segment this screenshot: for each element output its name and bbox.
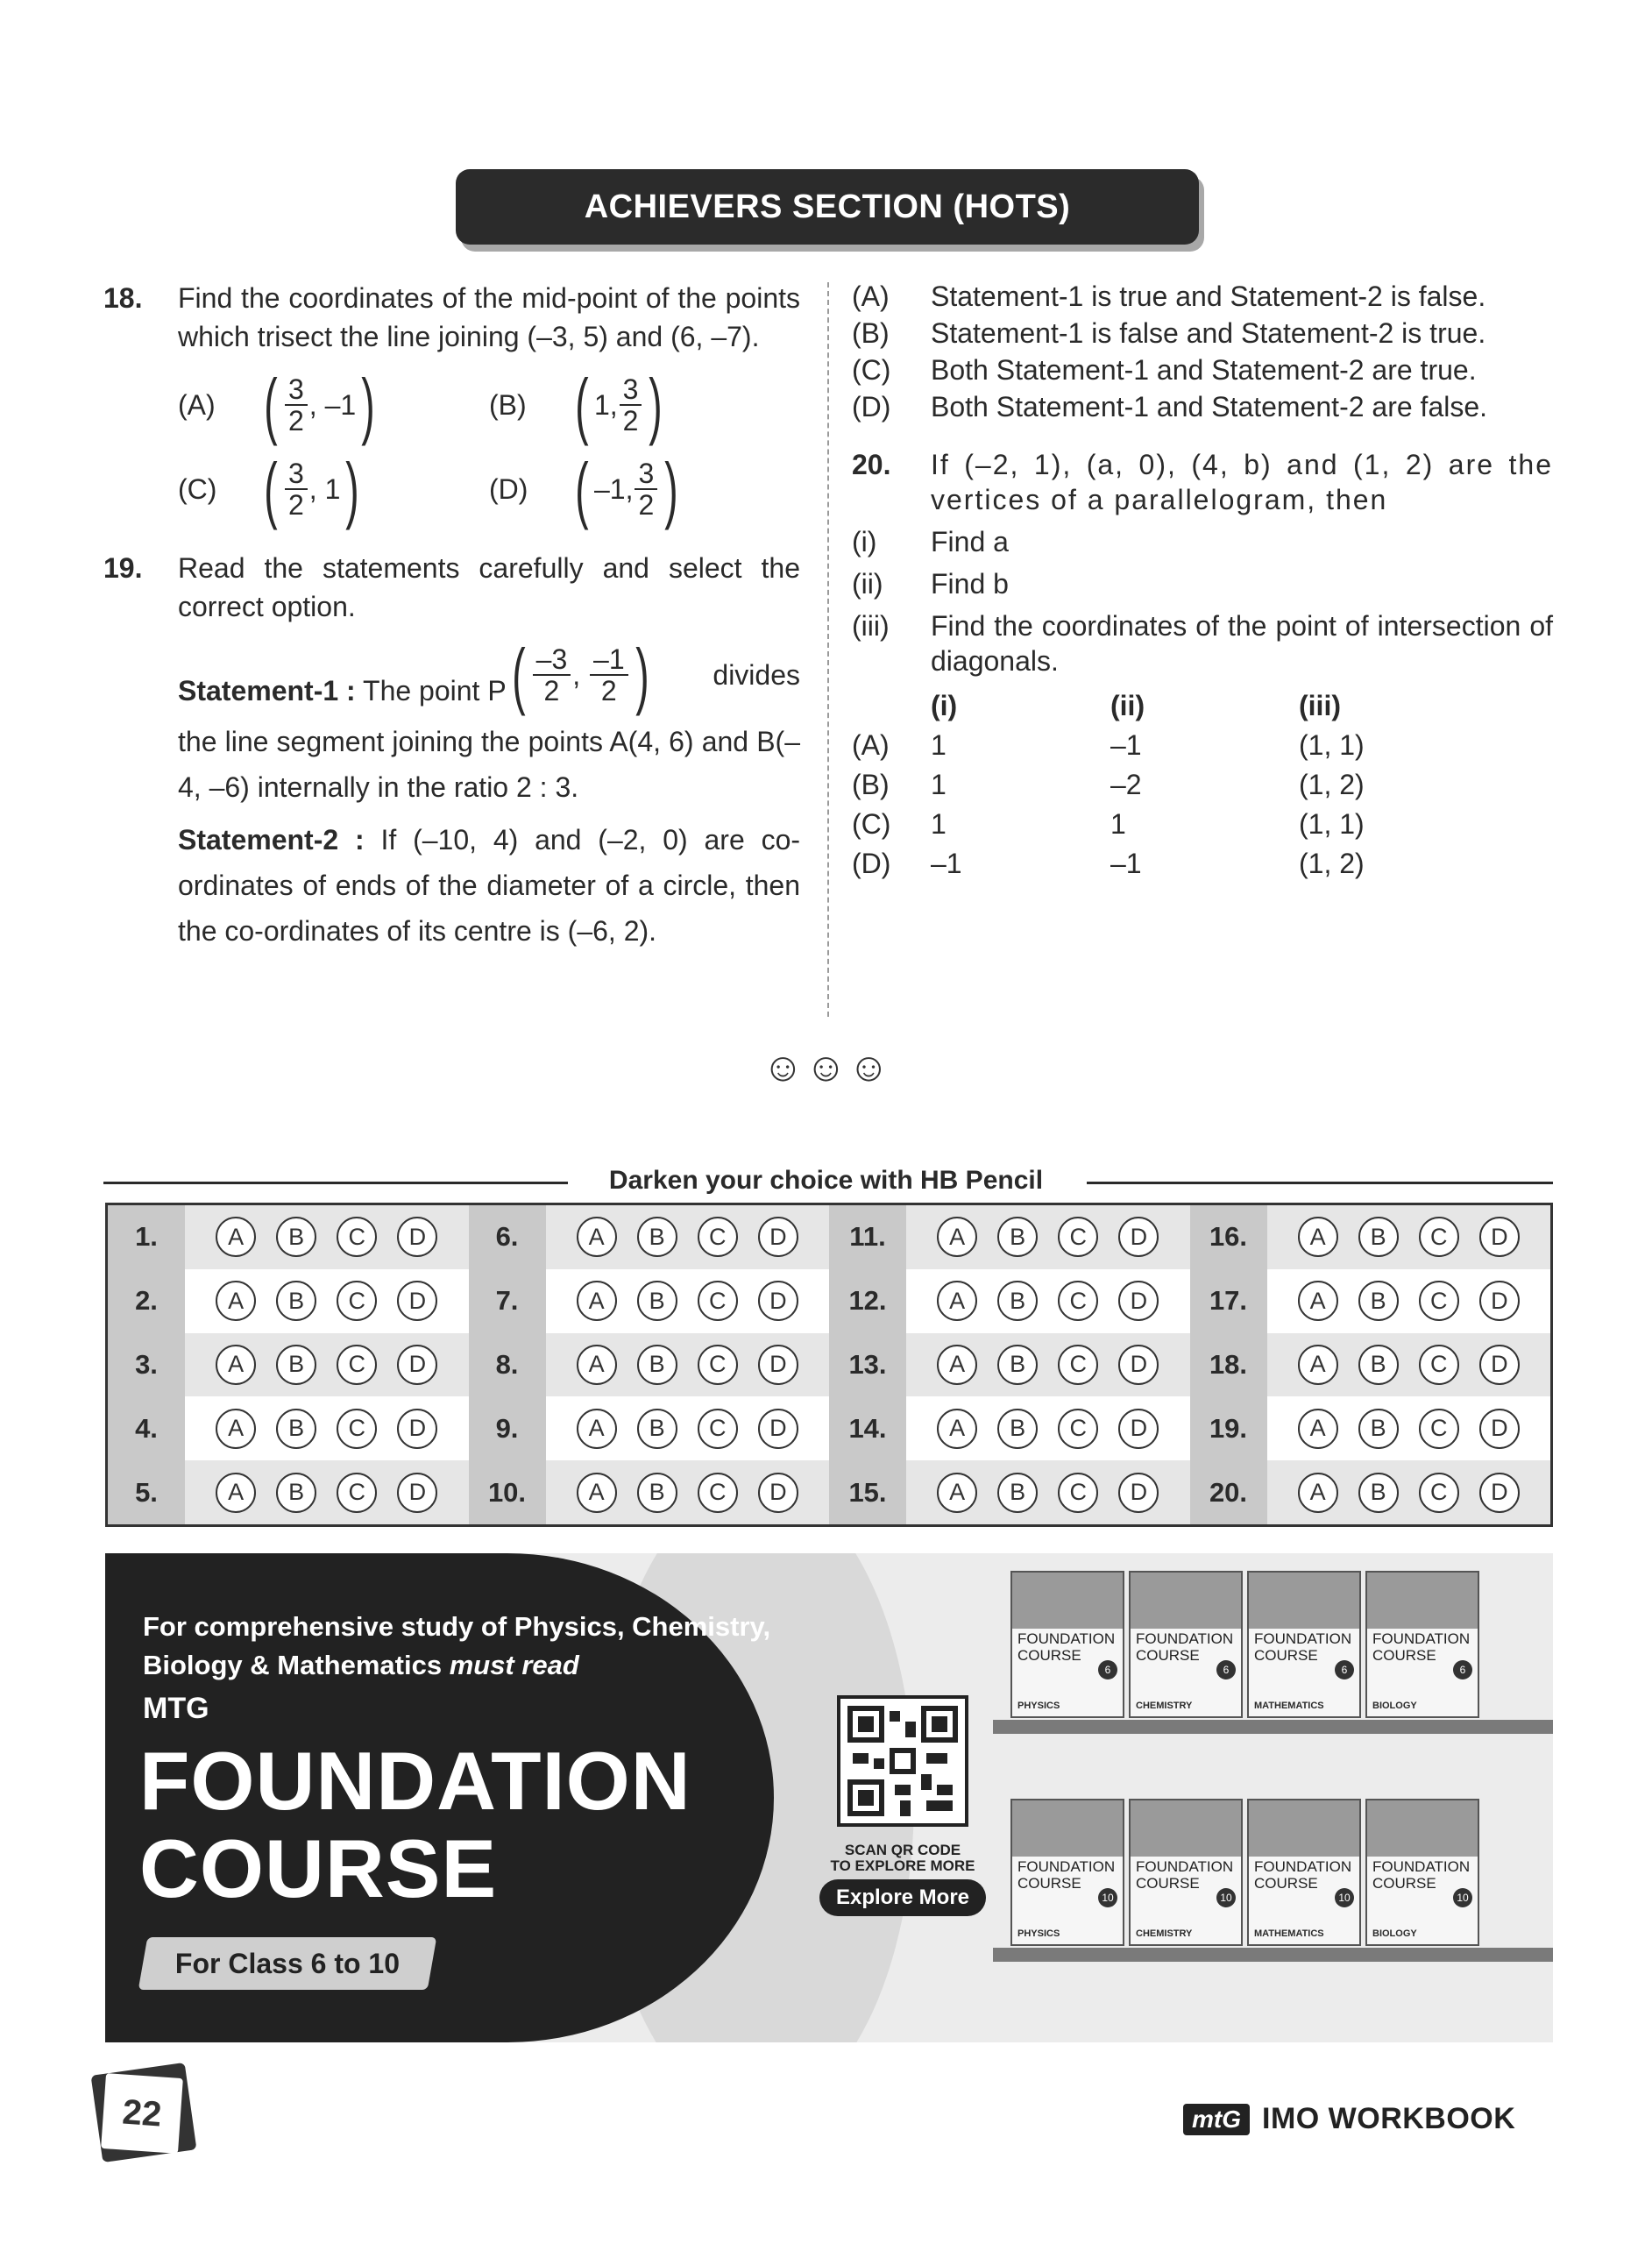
omr-bubble[interactable]: A bbox=[1298, 1345, 1338, 1385]
omr-row bbox=[469, 1396, 830, 1460]
omr-bubble[interactable]: D bbox=[758, 1409, 798, 1449]
omr-row bbox=[108, 1396, 469, 1460]
omr-bubble[interactable]: A bbox=[1298, 1473, 1338, 1513]
option-label: (B) bbox=[489, 389, 527, 421]
statement-1-line: Statement-1 : The point P ( $\frac{-3}{2}$ , $\frac{-1}{2}$ ) divides bbox=[178, 634, 800, 716]
statement-2-title: Statement-2 : bbox=[178, 824, 365, 856]
omr-bubble[interactable]: D bbox=[397, 1345, 437, 1385]
omr-bubble-group bbox=[1267, 1460, 1551, 1524]
omr-bubble[interactable]: A bbox=[216, 1217, 256, 1257]
omr-row bbox=[108, 1460, 469, 1524]
book-cover bbox=[1247, 1571, 1361, 1718]
class-badge: 6 bbox=[1216, 1660, 1236, 1679]
option-row bbox=[178, 356, 800, 454]
question-number: 18. bbox=[103, 282, 143, 314]
omr-row bbox=[1190, 1269, 1551, 1333]
omr-bubble[interactable]: B bbox=[1358, 1281, 1399, 1321]
omr-bubble[interactable]: B bbox=[997, 1281, 1038, 1321]
omr-row bbox=[1190, 1460, 1551, 1524]
omr-row bbox=[829, 1205, 1190, 1269]
fraction: $\frac{3}{2}$ bbox=[620, 374, 642, 436]
omr-bubble-group bbox=[546, 1269, 830, 1333]
omr-bubble[interactable]: A bbox=[1298, 1409, 1338, 1449]
omr-question-number: 7. bbox=[469, 1269, 546, 1333]
omr-bubble[interactable]: C bbox=[698, 1345, 738, 1385]
omr-question-number: 1. bbox=[108, 1205, 185, 1269]
option-text: Both Statement-1 and Statement-2 are true. bbox=[931, 354, 1477, 386]
omr-bubble[interactable]: D bbox=[758, 1473, 798, 1513]
omr-bubble[interactable]: B bbox=[637, 1473, 677, 1513]
omr-bubble[interactable]: B bbox=[1358, 1473, 1399, 1513]
omr-question-number: 6. bbox=[469, 1205, 546, 1269]
book-title: FOUNDATION COURSE bbox=[1136, 1630, 1234, 1664]
omr-bubble-group bbox=[1267, 1333, 1551, 1397]
omr-row bbox=[829, 1396, 1190, 1460]
book-cover-art bbox=[1249, 1573, 1359, 1629]
class-badge: 10 bbox=[1335, 1888, 1354, 1907]
book-title: FOUNDATION COURSE bbox=[1017, 1858, 1116, 1892]
question-number: 20. bbox=[852, 449, 891, 480]
option-text: Statement-1 is false and Statement-2 is true. bbox=[931, 317, 1486, 349]
option-label: (D) bbox=[489, 473, 528, 505]
option-label: (A) bbox=[178, 389, 216, 421]
omr-bubble[interactable]: B bbox=[1358, 1409, 1399, 1449]
option-pre: 1, bbox=[593, 389, 618, 421]
omr-bubble[interactable]: B bbox=[997, 1409, 1038, 1449]
question-number: 19. bbox=[103, 552, 143, 584]
omr-bubble[interactable]: C bbox=[698, 1281, 738, 1321]
omr-bubble[interactable]: C bbox=[1419, 1473, 1459, 1513]
omr-bubble[interactable]: A bbox=[937, 1409, 977, 1449]
omr-bubble-group bbox=[185, 1460, 469, 1524]
option-row bbox=[178, 445, 800, 533]
omr-bubble[interactable]: D bbox=[397, 1409, 437, 1449]
question-text: If (–2, 1), (a, 0), (4, b) and (1, 2) are the vertices of a parallelogram, then bbox=[931, 449, 1553, 515]
omr-question-number: 9. bbox=[469, 1396, 546, 1460]
explore-more-button[interactable]: Explore More bbox=[819, 1879, 986, 1916]
omr-bubble[interactable]: D bbox=[397, 1473, 437, 1513]
book-title: FOUNDATION COURSE bbox=[1136, 1858, 1234, 1892]
book-subject: PHYSICS bbox=[1017, 1701, 1060, 1711]
statement-1-suffix: divides bbox=[713, 659, 800, 691]
omr-bubble[interactable]: D bbox=[1118, 1281, 1159, 1321]
omr-bubble[interactable]: C bbox=[337, 1473, 377, 1513]
omr-question-number: 2. bbox=[108, 1269, 185, 1333]
q20-sub-iii: (iii) Find the coordinates of the point of intersection of diagonals. bbox=[852, 610, 1553, 677]
omr-bubble[interactable]: A bbox=[937, 1473, 977, 1513]
omr-bubble[interactable]: A bbox=[937, 1281, 977, 1321]
omr-bubble[interactable]: A bbox=[216, 1281, 256, 1321]
omr-bubble[interactable]: D bbox=[1479, 1281, 1520, 1321]
book-cover bbox=[1010, 1799, 1124, 1946]
question-text: Read the statements carefully and select the correct option. bbox=[178, 552, 800, 622]
class-badge: 6 bbox=[1098, 1660, 1117, 1679]
book-cover bbox=[1129, 1571, 1243, 1718]
omr-bubble[interactable]: A bbox=[577, 1217, 617, 1257]
book-title: FOUNDATION COURSE bbox=[1372, 1630, 1471, 1664]
omr-bubble[interactable]: B bbox=[637, 1217, 677, 1257]
omr-bubble[interactable]: A bbox=[1298, 1217, 1338, 1257]
option-c[interactable]: (C) ( $\frac{3}{2}$ , 1 ) bbox=[178, 448, 360, 530]
option-text: Statement-1 is true and Statement-2 is false. bbox=[931, 280, 1486, 312]
book-subject: MATHEMATICS bbox=[1254, 1701, 1324, 1711]
omr-bubble[interactable]: C bbox=[698, 1409, 738, 1449]
column-divider bbox=[827, 282, 829, 1017]
omr-bubble[interactable]: D bbox=[1479, 1217, 1520, 1257]
omr-bubble[interactable]: A bbox=[937, 1217, 977, 1257]
omr-bubble[interactable]: B bbox=[1358, 1217, 1399, 1257]
table-row[interactable]: (B) 1 –2 (1, 2) bbox=[852, 768, 1365, 800]
book-title: FOUNDATION COURSE bbox=[1372, 1858, 1471, 1892]
question-20 bbox=[852, 447, 1553, 517]
omr-bubble[interactable]: B bbox=[637, 1281, 677, 1321]
book-cover-art bbox=[1131, 1573, 1241, 1629]
omr-bubble-group bbox=[906, 1396, 1190, 1460]
omr-bubble[interactable]: C bbox=[1058, 1473, 1098, 1513]
fraction: $\frac{-3}{2}$ bbox=[533, 644, 571, 706]
omr-question-number: 15. bbox=[829, 1460, 906, 1524]
omr-bubble-group bbox=[906, 1205, 1190, 1269]
omr-bubble[interactable]: A bbox=[216, 1345, 256, 1385]
left-column bbox=[103, 279, 800, 954]
omr-row bbox=[829, 1460, 1190, 1524]
omr-bubble[interactable]: B bbox=[997, 1473, 1038, 1513]
fraction: $\frac{3}{2}$ bbox=[285, 458, 308, 520]
omr-bubble[interactable]: D bbox=[758, 1345, 798, 1385]
omr-column bbox=[1190, 1205, 1551, 1524]
omr-bubble[interactable]: A bbox=[216, 1409, 256, 1449]
omr-bubble-group bbox=[906, 1460, 1190, 1524]
statement-2 bbox=[178, 817, 800, 954]
statement-1-title: Statement-1 : bbox=[178, 675, 356, 707]
book-title: FOUNDATION COURSE bbox=[1017, 1630, 1116, 1664]
book-cover bbox=[1010, 1571, 1124, 1718]
fraction: $\frac{3}{2}$ bbox=[635, 458, 657, 520]
ad-class-badge: For Class 6 to 10 bbox=[138, 1937, 437, 1990]
qr-code-icon[interactable] bbox=[837, 1695, 968, 1827]
omr-bubble[interactable]: A bbox=[577, 1345, 617, 1385]
right-column bbox=[852, 279, 1553, 883]
option-b[interactable]: (B) ( 1, $\frac{3}{2}$ ) bbox=[489, 364, 663, 446]
option-label: (D) bbox=[852, 391, 891, 423]
omr-bubble[interactable]: C bbox=[337, 1345, 377, 1385]
omr-bubble[interactable]: C bbox=[1058, 1409, 1098, 1449]
shelf bbox=[993, 1948, 1553, 1962]
omr-question-number: 18. bbox=[1190, 1333, 1267, 1397]
omr-bubble[interactable]: B bbox=[1358, 1345, 1399, 1385]
mtg-logo: mtG bbox=[1183, 2104, 1250, 2135]
book-subject: BIOLOGY bbox=[1372, 1701, 1417, 1711]
omr-question-number: 3. bbox=[108, 1333, 185, 1397]
omr-bubble-group bbox=[546, 1333, 830, 1397]
omr-bubble[interactable]: D bbox=[1118, 1409, 1159, 1449]
omr-bubble[interactable]: D bbox=[1118, 1345, 1159, 1385]
omr-bubble[interactable]: A bbox=[216, 1473, 256, 1513]
omr-question-number: 20. bbox=[1190, 1460, 1267, 1524]
omr-bubble-group bbox=[185, 1333, 469, 1397]
omr-bubble[interactable]: D bbox=[1479, 1473, 1520, 1513]
omr-column bbox=[108, 1205, 469, 1524]
omr-bubble[interactable]: C bbox=[1058, 1217, 1098, 1257]
workbook-name: IMO WORKBOOK bbox=[1262, 2102, 1516, 2135]
table-row[interactable]: (D) –1 –1 (1, 2) bbox=[852, 847, 1365, 879]
omr-row bbox=[108, 1205, 469, 1269]
omr-bubble[interactable]: D bbox=[758, 1217, 798, 1257]
table-row[interactable]: (C) 1 1 (1, 1) bbox=[852, 807, 1365, 840]
book-cover bbox=[1365, 1799, 1479, 1946]
omr-bubble[interactable]: D bbox=[1479, 1409, 1520, 1449]
omr-column bbox=[829, 1205, 1190, 1524]
omr-question-number: 5. bbox=[108, 1460, 185, 1524]
omr-bubble[interactable]: C bbox=[1419, 1345, 1459, 1385]
omr-bubble[interactable]: D bbox=[1479, 1345, 1520, 1385]
omr-bubble[interactable]: D bbox=[397, 1281, 437, 1321]
book-subject: BIOLOGY bbox=[1372, 1928, 1417, 1939]
column-header: (i) bbox=[931, 689, 958, 721]
question-19 bbox=[103, 549, 800, 954]
omr-bubble-group bbox=[185, 1205, 469, 1269]
omr-bubble[interactable]: B bbox=[997, 1345, 1038, 1385]
omr-bubble[interactable]: C bbox=[337, 1217, 377, 1257]
ad-brand: MTG bbox=[143, 1692, 209, 1725]
book-cover-art bbox=[1367, 1573, 1478, 1629]
omr-question-number: 12. bbox=[829, 1269, 906, 1333]
ad-line-italic: must read bbox=[449, 1650, 579, 1680]
omr-bubble-group bbox=[185, 1396, 469, 1460]
omr-bubble-group bbox=[185, 1269, 469, 1333]
omr-bubble[interactable]: A bbox=[577, 1473, 617, 1513]
book-title: FOUNDATION COURSE bbox=[1254, 1858, 1352, 1892]
book-cover bbox=[1365, 1571, 1479, 1718]
book-cover bbox=[1247, 1799, 1361, 1946]
q19-option-b[interactable] bbox=[852, 316, 1553, 351]
omr-bubble[interactable]: C bbox=[1419, 1281, 1459, 1321]
omr-row bbox=[829, 1269, 1190, 1333]
omr-question-number: 14. bbox=[829, 1396, 906, 1460]
q20-sub-ii: (ii) Find b bbox=[852, 568, 1009, 600]
book-subject: PHYSICS bbox=[1017, 1928, 1060, 1939]
omr-bubble[interactable]: C bbox=[337, 1409, 377, 1449]
omr-bubble[interactable]: A bbox=[1298, 1281, 1338, 1321]
q20-answer-table bbox=[852, 685, 1365, 883]
book-cover-art bbox=[1367, 1800, 1478, 1857]
statement-2-text: If (–10, 4) and (–2, 0) are co-ordinates of ends of the diameter of a circle, then the co-ordinates of its centre is (–6, 2). bbox=[178, 824, 801, 947]
book-subject: CHEMISTRY bbox=[1136, 1928, 1193, 1939]
omr-answer-grid bbox=[105, 1203, 1553, 1527]
omr-row bbox=[108, 1269, 469, 1333]
option-label: (A) bbox=[852, 280, 890, 312]
omr-bubble[interactable]: C bbox=[1419, 1217, 1459, 1257]
omr-row bbox=[1190, 1396, 1551, 1460]
omr-bubble-group bbox=[546, 1396, 830, 1460]
omr-question-number: 19. bbox=[1190, 1396, 1267, 1460]
omr-question-number: 16. bbox=[1190, 1205, 1267, 1269]
omr-bubble[interactable]: A bbox=[937, 1345, 977, 1385]
option-label: (C) bbox=[178, 473, 217, 505]
book-cover bbox=[1129, 1799, 1243, 1946]
statement-1-prefix: The point P bbox=[363, 675, 507, 707]
book-title: FOUNDATION COURSE bbox=[1254, 1630, 1352, 1664]
omr-bubble[interactable]: C bbox=[1058, 1281, 1098, 1321]
omr-bubble[interactable]: B bbox=[276, 1473, 316, 1513]
omr-row bbox=[469, 1269, 830, 1333]
omr-column bbox=[469, 1205, 830, 1524]
ad-line: Biology & Mathematics bbox=[143, 1650, 443, 1680]
omr-bubble[interactable]: D bbox=[1118, 1217, 1159, 1257]
page-number: 22 bbox=[101, 2073, 183, 2154]
omr-row bbox=[469, 1205, 830, 1269]
omr-bubble[interactable]: B bbox=[276, 1409, 316, 1449]
omr-bubble[interactable]: A bbox=[577, 1409, 617, 1449]
omr-bubble[interactable]: C bbox=[337, 1281, 377, 1321]
fraction: $\frac{3}{2}$ bbox=[285, 374, 308, 436]
section-title: ACHIEVERS SECTION (HOTS) bbox=[456, 169, 1199, 245]
book-cover-art bbox=[1131, 1800, 1241, 1857]
fraction: $\frac{-1}{2}$ bbox=[590, 644, 628, 706]
option-a[interactable]: (A) ( $\frac{3}{2}$ , –1 ) bbox=[178, 364, 375, 446]
table-row[interactable]: (A) 1 –1 (1, 1) bbox=[852, 728, 1365, 761]
omr-bubble[interactable]: C bbox=[698, 1217, 738, 1257]
omr-bubble[interactable]: A bbox=[577, 1281, 617, 1321]
book-cover-art bbox=[1012, 1573, 1123, 1629]
book-cover-art bbox=[1249, 1800, 1359, 1857]
scan-qr-label: SCAN QR CODE TO EXPLORE MORE bbox=[830, 1842, 975, 1874]
shelf bbox=[993, 1720, 1553, 1734]
omr-bubble[interactable]: B bbox=[276, 1281, 316, 1321]
omr-row bbox=[1190, 1205, 1551, 1269]
omr-bubble[interactable]: C bbox=[1419, 1409, 1459, 1449]
omr-bubble-group bbox=[1267, 1205, 1551, 1269]
omr-row bbox=[108, 1333, 469, 1397]
omr-bubble-group bbox=[546, 1460, 830, 1524]
book-subject: MATHEMATICS bbox=[1254, 1928, 1324, 1939]
question-18 bbox=[103, 279, 800, 533]
column-header: (ii) bbox=[1110, 689, 1145, 721]
class-badge: 6 bbox=[1453, 1660, 1472, 1679]
book-subject: CHEMISTRY bbox=[1136, 1701, 1193, 1711]
ad-line: For comprehensive study of Physics, Chemistry, bbox=[143, 1611, 771, 1642]
q20-sub-i: (i) Find a bbox=[852, 526, 1009, 557]
omr-bubble[interactable]: B bbox=[637, 1345, 677, 1385]
omr-row bbox=[1190, 1333, 1551, 1397]
omr-question-number: 8. bbox=[469, 1333, 546, 1397]
ad-tagline bbox=[143, 1608, 809, 1685]
omr-title: Darken your choice with HB Pencil bbox=[608, 1166, 1044, 1195]
book-cover-art bbox=[1012, 1800, 1123, 1857]
omr-question-number: 11. bbox=[829, 1205, 906, 1269]
option-post: , 1 bbox=[308, 473, 341, 505]
q19-option-a[interactable] bbox=[852, 279, 1553, 314]
class-badge: 10 bbox=[1098, 1888, 1117, 1907]
omr-bubble[interactable]: B bbox=[276, 1217, 316, 1257]
option-d[interactable]: (D) ( –1, $\frac{3}{2}$ ) bbox=[489, 448, 678, 530]
omr-bubble[interactable]: D bbox=[1118, 1473, 1159, 1513]
omr-bubble-group bbox=[906, 1269, 1190, 1333]
column-header: (iii) bbox=[1299, 689, 1341, 721]
question-text: Find the coordinates of the mid-point of the points which trisect the line joining (–3, 5) and (6, –7). bbox=[178, 282, 800, 352]
ad-banner bbox=[105, 1553, 1553, 2042]
option-pre: –1, bbox=[593, 473, 634, 505]
option-label: (C) bbox=[852, 354, 891, 386]
statement-1-rest: the line segment joining the points A(4, 6) and B(–4, –6) internally in the ratio 2 : 3. bbox=[178, 726, 800, 803]
footer-brand bbox=[1183, 2102, 1515, 2136]
omr-row bbox=[469, 1460, 830, 1524]
omr-bubble-group bbox=[1267, 1269, 1551, 1333]
omr-bubble[interactable]: B bbox=[637, 1409, 677, 1449]
omr-bubble-group bbox=[906, 1333, 1190, 1397]
omr-question-number: 13. bbox=[829, 1333, 906, 1397]
q19-option-c[interactable] bbox=[852, 352, 1553, 387]
class-badge: 10 bbox=[1216, 1888, 1236, 1907]
omr-bubble[interactable]: C bbox=[1058, 1345, 1098, 1385]
option-label: (B) bbox=[852, 317, 890, 349]
option-post: , –1 bbox=[308, 389, 357, 421]
omr-question-number: 10. bbox=[469, 1460, 546, 1524]
omr-question-number: 17. bbox=[1190, 1269, 1267, 1333]
omr-bubble-group bbox=[546, 1205, 830, 1269]
smiley-icons: ☺☺☺ bbox=[762, 1044, 891, 1090]
class-badge: 6 bbox=[1335, 1660, 1354, 1679]
class-badge: 10 bbox=[1453, 1888, 1472, 1907]
ad-headline: FOUNDATION COURSE bbox=[139, 1735, 691, 1914]
omr-question-number: 4. bbox=[108, 1396, 185, 1460]
omr-row bbox=[469, 1333, 830, 1397]
omr-bubble[interactable]: D bbox=[758, 1281, 798, 1321]
omr-row bbox=[829, 1333, 1190, 1397]
omr-bubble[interactable]: B bbox=[276, 1345, 316, 1385]
omr-bubble[interactable]: D bbox=[397, 1217, 437, 1257]
option-text: Both Statement-1 and Statement-2 are false. bbox=[931, 391, 1488, 423]
omr-bubble-group bbox=[1267, 1396, 1551, 1460]
omr-bubble[interactable]: B bbox=[997, 1217, 1038, 1257]
q19-option-d[interactable] bbox=[852, 389, 1553, 424]
omr-bubble[interactable]: C bbox=[698, 1473, 738, 1513]
